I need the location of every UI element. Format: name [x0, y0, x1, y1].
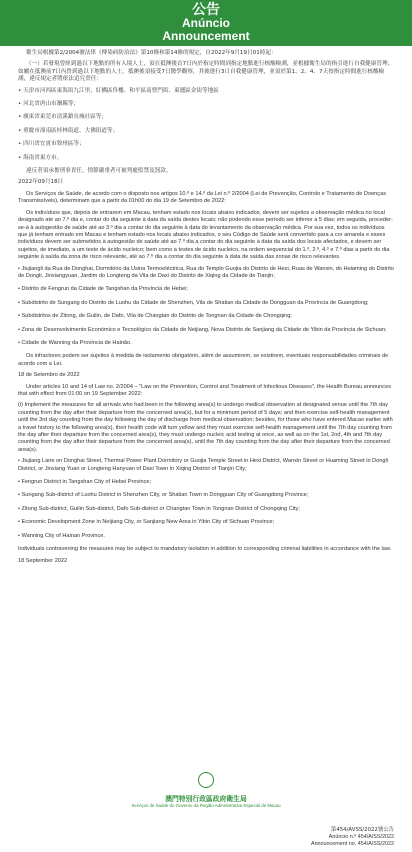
pt-date: 18 de Setembro de 2022 [18, 372, 80, 379]
pt-closing: Os infractores podem ser sujeitos à medida de isolamento obrigatório, além de assumirem, se existirem, eventuais responsabilidades criminais de acordo com a Lei. [18, 353, 389, 367]
header-title-pt: Anúncio [182, 16, 230, 30]
en-paragraph: (i) Implement the measures for all arrivals who had been in the following area(s) to undergo medical observation at designated venue until the 7th day counting from the day after their departure from the concerned area(s), but for a minimum period of 5 days; and then exercise self-health management until the 3rd day counting from the day following the day of discharge from medical observation; besides, for those who have entered Macao earlier with a travel history to the following area(s), their health code will turn yellow and they must exercise self-health management until the 7th day counting from the day after their departure from the concerned area(s), they must undergo nucleic acid testing at once, as well as on the 1st, 2nd, 4th and 7th day counting from the day after their departure from the concerned area(s), until the 7th day counting from the day after their departure from the concerned area(s). [18, 402, 393, 453]
ref-zh: 第454/AVSS/2022號公告 [330, 827, 394, 833]
ref-pt: Anúncio n.º 454/A/SS/2022 [328, 834, 394, 840]
en-intro: Under articles 10 and 14 of Law no. 2/2004 – "Law on the Prevention, Control and Treatment of Infectious Diseases", the Health Bureau announces that with effect from 01:00 on 19 September 2022: [18, 383, 391, 397]
list-item: • Zitong Sub-district, Guilin Sub-district, Dafo Sub-district or Changtan Town in Tongnan District of Chongqing City; [18, 506, 394, 513]
footer-signature [0, 772, 412, 809]
zh-intro: 衛生局根據第2/2004號法律《傳染病防治法》第10條和第14條的規定，自2022年9月19日01時起： [26, 50, 277, 56]
pt-intro: Os Serviços de Saúde, de acordo com o disposto nos artigos 10.º e 14.º da Lei n.º 2/2004 (Lei de Prevenção, Controlo e Tratamento de Doenças Transmissíveis), determinam que a partir da 01h00 do dia 19 de Setembro de 2022: [18, 190, 386, 205]
ref-en: Announcement no. 454/A/SS/2022 [310, 841, 394, 847]
pt-paragraph: Os indivíduos que, depois de entrarem em Macau, tenham estado nos locais abaixo indicados, devem ser sujeitos a observação médica no local designado até ao 7.º dia e, contar do dia seguinte à data da saída destes locais; não podendo esse período ser inferior a 5 dias; em seguida, proceder-se-á à autogestão de saúde até ao 3.º dia a contar do dia seguinte à data do levantamento da observação médica. Por sua vez, todos os indivíduos que já tenham entrado em Macau e tenham estado nos locais abaixo indicados, o seu Código de Saúde será convertido para a cor amarela e esses indivíduos devem ser submetidos à autogestão de saúde até ao 7.º dia a contar do dia seguinte à data da saída dos locais afectados, e devem ser sujeitos, de imediato, a um teste de ácido nucleico; bem como a testes de ácido nucleico, na ordem sequencial do 1.º, 2.º, 4.º e 7.º dias a partir do dia seguinte à saída da zona de risco relevante, até ao 7.º dia a contar do dia seguinte à data de saída das zonas de risco relevantes. [18, 209, 393, 261]
zh-date: 2022年09月18日 [18, 179, 64, 186]
en-date: 18 September 2022 [18, 557, 68, 564]
list-item: • Zona de Desenvolvimento Económico e Tecnológico da Cidade de Neijiang, Nova Distrito de Sanjiang da Cidade de Yibin da Província de Sichuan; [18, 327, 394, 334]
list-item: • 四川省宜賓市敘州區等； [18, 141, 394, 148]
header-title-en: Announcement [162, 29, 250, 43]
pt-location-list [18, 266, 394, 348]
list-item: • Wanning City of Hainan Province. [18, 533, 394, 540]
en-closing: Individuals contravening the measures may be subject to mandatory isolation in addition to corresponding criminal liabilities in accordance with the law. [18, 546, 392, 553]
reference-numbers [311, 827, 394, 848]
list-item: • Subdistrito de Sungang do Distrito de Luohu da Cidade de Shenzhen, Vila de Shatian da Cidade de Dongguan da Província de Guangdong; [18, 300, 394, 307]
list-item: • Cidade de Wanning da Província de Hainão. [18, 340, 394, 347]
footer-org-zh: 澳門特別行政區政府衛生局 [165, 795, 247, 803]
list-item: • 海南省東方市。 [18, 155, 394, 162]
list-item: • Economic Development Zone in Neijiang City, or Sanjiang New Area in Yibin City of Sichuan Province; [18, 519, 394, 526]
announcement-header [0, 0, 412, 46]
announcement-body [0, 46, 412, 565]
emblem-icon [198, 772, 214, 788]
zh-paragraph: （一）若發現曾經到過以下地點的所有入境人士，須在抵澳後首7日內於指定時間到指定地點進行核酸檢測，並根據衛生局的指引進行自我健康管理；如屬在抵澳前7日內曾到過以下地點的人士，抵澳後須接受7日醫學觀察，其後進行3日自我健康管理，並須於第1、2、4、7天按指定時間進行核酸檢測，違反規定者將依法追究責任： [18, 61, 394, 83]
list-item: • Subdistritos de Zitong, de Guilin, de Dafo, Vila de Changtan do Distrito de Tongnan da Cidade de Chongqing; [18, 313, 394, 320]
list-item: • Jiujiang Lane on Donghai Street, Thermal Power Plant Dormitory or Guojia Temple Street in Hexi District, Wanxin Street or Huaming Street in Dongli District, or Jinxiang Yuan or Longteng Hanyuan of Daxi Town in Xiqing District of Tianjin City; [18, 458, 394, 473]
list-item: • 河北省唐山市灤縣等； [18, 101, 394, 108]
list-item: • Distrito de Fengrun da Cidade de Tangshan da Província de Hebei; [18, 286, 394, 293]
list-item: • 天津市河西區東海街九江里、紅橋區佟樓、和平區南營門街、東麗區金街等地區 [18, 88, 394, 95]
list-item: • 重慶市潼南區桂林街道、大佛街道等； [18, 128, 394, 135]
list-item: • 廣東省東莞市清溪鎮長城社區等； [18, 114, 394, 121]
list-item: • Fengrun District in Tangshan City of Hebei Province; [18, 479, 394, 486]
zh-location-list [18, 88, 394, 162]
list-item: • Jiujiangli da Rua de Donghai, Dormitório da Usina Termoeléctrica, Rua do Templo Guojia do Distrito de Hexi, Ruas de Wanxin, do Heiaming do Distrito de Dongli, Jinxiangyuan, Jardim do Longteng da Vila de Daxi do Distrito de Xiqing da Cidade de Tianjin; [18, 266, 394, 281]
en-location-list [18, 458, 394, 540]
list-item: • Sungang Sub-district of Luohu District in Shenzhen City, or Shatian Town in Dongguan City of Guangdong Province; [18, 492, 394, 499]
zh-closing: 違反者須承擔刑事責任，情節嚴重者可被判處監禁及罰款。 [26, 168, 172, 175]
header-title-zh: 公告 [192, 2, 220, 18]
footer-org-pt: Serviços de Saúde do Governo da Região Administrativa Especial de Macau [131, 803, 281, 808]
